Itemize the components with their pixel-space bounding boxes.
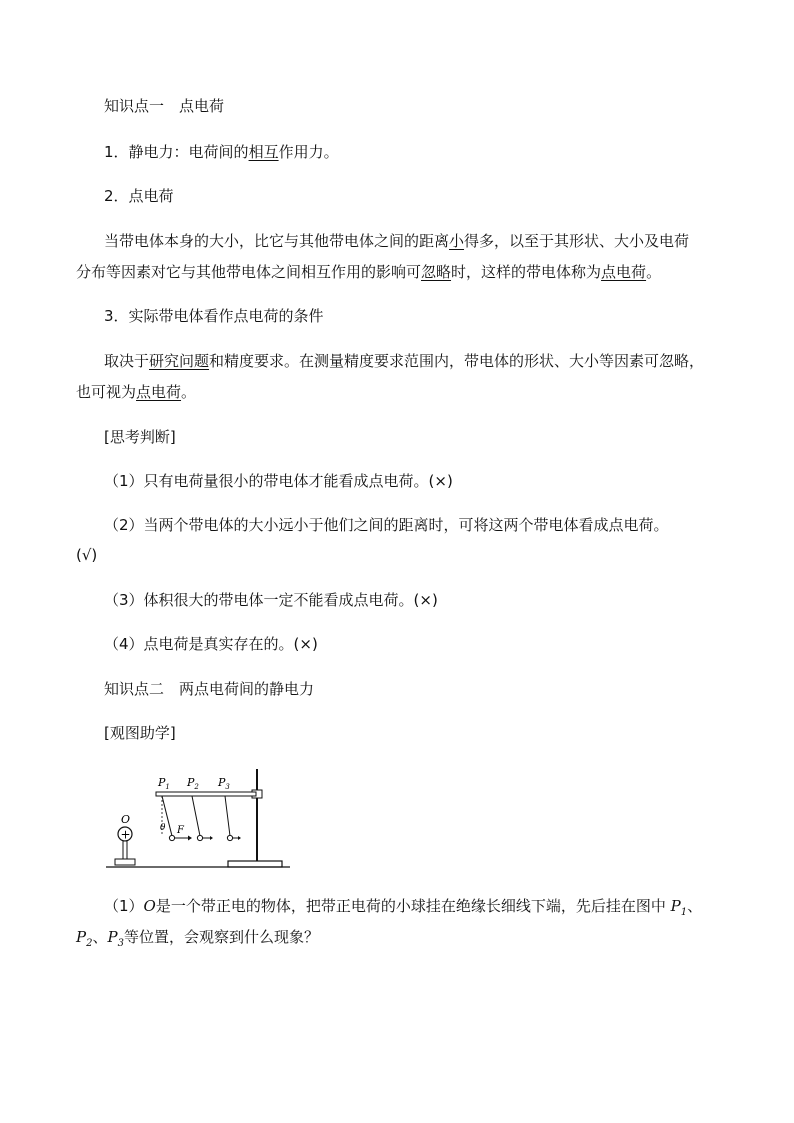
force-arrowhead [188,836,192,841]
label-p2: $P_2$ [187,776,199,791]
item-electrostatic-force [104,142,339,162]
coulomb-apparatus-figure [104,764,292,874]
text: 当带电体本身的大小，比它与其他带电体之间的距离 [104,232,450,250]
label-o: O [121,813,131,826]
conditions-line1 [104,351,704,371]
label-theta: θ [160,823,166,833]
plus-sign: + [120,827,131,842]
text: 也可视为 [76,383,137,401]
text: 作用力。 [278,143,339,161]
label-p3: $P_3$ [218,776,230,791]
text: 等位置，会观察到什么现象？ [123,928,319,946]
horizontal-rod [156,792,256,796]
text: 分布等因素对它与其他带电体之间相互作用的影响可 [76,263,422,281]
item-number: 1． [104,143,129,161]
underlined-answer: 相互 [248,143,279,161]
underlined-answer: 小 [449,232,465,250]
underlined-answer: 研究问题 [149,352,210,370]
ball-p1 [169,835,174,840]
question-line1 [104,896,702,923]
underlined-answer: 点电荷 [136,383,182,401]
symbol-p3: $P_3$ [107,928,124,949]
text: 静电力：电荷间的 [128,143,249,161]
point-charge-definition-line2 [76,262,661,282]
judgment-item: （3）体积很大的带电体一定不能看成点电荷。(×) [104,591,438,609]
insulating-post [123,841,127,859]
ball-p3 [227,835,232,840]
underlined-answer: 点电荷 [601,263,647,281]
judgment-item: （1）只有电荷量很小的带电体才能看成点电荷。(×) [104,472,453,490]
force-arrowhead [238,836,241,840]
sphere-base [115,859,135,865]
section-heading-1: 知识点一 点电荷 [104,97,225,115]
thread-p3 [225,796,230,836]
label-p1: $P_1$ [158,776,170,791]
stand-base [228,861,282,867]
force-arrowhead [210,836,213,840]
text: 和精度要求。在测量精度要求范围内，带电体的形状、大小等因素可忽略， [209,352,705,370]
point-charge-definition-line1 [104,231,689,251]
judgment-item: （2）当两个带电体的大小远小于他们之间的距离时，可将这两个带电体看成点电荷。 [104,516,669,534]
label-f: F [177,825,184,836]
item-conditions-heading: 3．实际带电体看作点电荷的条件 [104,307,324,325]
text: 是一个带正电的物体，把带正电荷的小球挂在绝缘长细线下端，先后挂在图中 [155,897,666,915]
question-line2 [76,927,319,954]
text: 得多，以至于其形状、大小及电荷 [464,232,690,250]
text: 。 [181,383,197,401]
section-heading-2: 知识点二 两点电荷间的静电力 [104,680,315,698]
item-point-charge-heading: 2．点电荷 [104,187,174,205]
symbol-o: O [143,897,156,915]
symbol-p2: $P_2$ [76,928,93,949]
text: 。 [646,263,662,281]
judgment-item: （4）点电荷是真实存在的。(×) [104,635,318,653]
ball-p2 [197,835,202,840]
text: 时，这样的带电体称为 [451,263,602,281]
text: 取决于 [104,352,150,370]
symbol-p1: $P_1$ [670,897,688,918]
conditions-line2 [76,382,196,402]
judgment-answer: (√) [76,546,98,564]
separator: 、 [92,928,108,946]
underlined-answer: 忽略 [421,263,452,281]
text: （1） [104,897,144,915]
thread-p2 [192,796,200,836]
think-judge-label: [思考判断] [104,428,176,446]
figure-label: [观图助学] [104,724,176,742]
separator: 、 [687,897,703,915]
